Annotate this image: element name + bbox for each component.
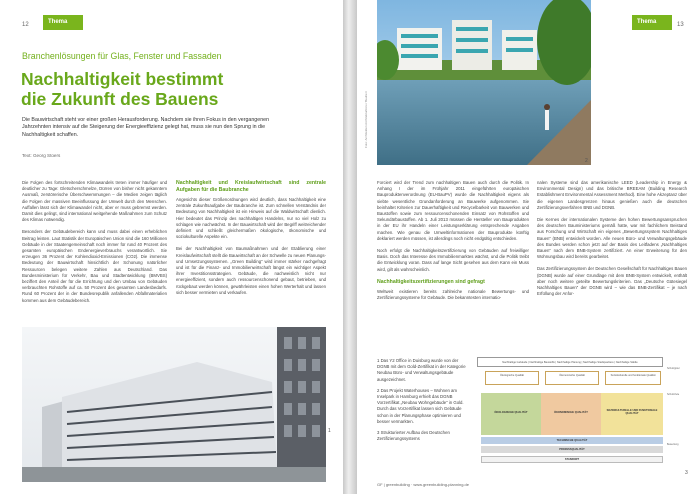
certification-diagram: [475, 355, 693, 480]
subheading: Nachhaltigkeitszertifizierungen sind gefragt: [377, 278, 485, 285]
diagram-top-bar: Nachhaltige Gebäude | Nachhaltige Baustoffe | Nachhaltige Planung | Nachhaltige Stadtquartiere | Nachhaltige Städte: [477, 357, 663, 367]
diagram-pillar-ecologic: ÖKOLOGISCHE QUALITÄT: [481, 393, 541, 435]
headline: [21, 69, 341, 109]
paragraph: Das Zertifizierungssystem der Deutschen Gesellschaft für Nachhaltiges Bauen (DGNB) wurde auf einer Grundlage mit dem BNB-System entwickelt, enthält aber noch weitere geteilte Bewertungskriterien. Das „Deutsche Gütesiegel Nachhaltiges Bauen“ der DGNB wird – wie das BNB-Zertifikat – je nach Erfüllung der Anfor-: [537, 266, 687, 297]
paragraph: Die Kernes der internationalen Systeme den hohen Bewertungsanspruchen des deutschen Bauministeriums gemäß hatte, war mit fachlichem Beistand aus Forschung und Wirtschaft ein eigenes „Bewertungssystem Nachhaltiges Bauen“ (BNB) entwickelt worden. Alle neuen Büro- und Verwaltungsgebäude des Bundes werden schon jetzt auf der Basis des Leitfadens „Nachhaltiges Bauen“ nach dem BNB-System zertifiziert. An einer Erweiterung für den Wohnungsbau wird bereits gearbeitet.: [537, 217, 687, 260]
paragraph: nalen Systeme sind das amerikanische LEED (Leadership in Energy & Environmental Design) und das britische BREEAM (Building Research Establishment Environmental Assessment Method). Eine hohe Akzeptanz über die eigenen Landesgrenzen hinaus genießen auch die deutschen Zertifizierungsverfahren BNB und DGNB.: [537, 180, 687, 210]
diagram-site-bar: STANDORT: [481, 456, 663, 463]
list-item: 2 Das Projekt Waterhouses – Wohnen am Inselpark in Hamburg erhielt das DGNB Vorzertifikat „Neubau Wohngebäude“ in Gold. Durch das Vorzertifikat lassen sich Gebäude schon in der Planungsphase optimieren und besser vermarkten.: [377, 387, 464, 424]
paragraph: Noch erfolgt die Nachhaltigkeitszertifizierung von Gebäuden auf freiwilliger Basis. Doch das Interesse des Immobilienmarktes wächst, und die Politik treibt die Entwicklung voran. Dass auf lange Sicht gesehen aus dem Kann ein Muss wird, gilt als wahrscheinlich.: [377, 248, 529, 272]
kicker: Branchenlösungen für Glas, Fenster und Fassaden: [22, 51, 222, 61]
diagram-box-economic: Ökonomische Qualität: [545, 371, 599, 385]
list-item: 1 Das Y2 Office in Duisburg wurde von der DGNB mit dem Gold-Zertifikat in der Kategorie Neubau Büro- und Verwaltungsgebäude ausgezeichnet.: [377, 358, 466, 382]
paragraph: Angesichts dieser Größenordnungen wird deutlich, dass Nachhaltigkeit eine zentrale Zukunftsaufgabe der Baubranche ist. Zum schnellen Verständnis der Bedeutung von Nachhaltigkeit ist ein Hinweis auf die Waldwirtschaft dienlich. Hier bedeutet das Prinzip des nachhaltigen Handelns, nur so viel Holz zu schlagen wie nachwächst. In der Bauwirtschaft wird der Begriff weitreichender definiert und schließt gleichermaßen ökologische, ökonomische und soziokulturelle Aspekte ein.: [176, 197, 326, 240]
building-photo-1: [22, 327, 326, 482]
column-2: [176, 180, 326, 302]
image-caption-1: 1: [328, 428, 331, 434]
column-1: [22, 180, 167, 310]
paragraph: Bei der Nachhaltigkeit von Baumaßnahmen und der Etablierung einer Kreislaufwirtschaft stellt die Bauwirtschaft an der Schwelle zu neuen Planungs- und Umsetzungssystemen. „Green Building“ wird immer stärker nachgefragt und ist für die Finanz- und Immobilienwirtschaft längst ein wichtiger Aspekt ihrer Investitionsstrategien. Gebäude, die nachweislich nicht nur energieeffizient, sondern auch ressourcenschonend gebaut, betrieben, und rückgebaut werden können, gewährleisten einen hohen Werterhalt und lassen sich besser vermieten und verkaufen.: [176, 246, 326, 295]
paragraph: Forciert wird der Trend zum nachhaltigen Bauen auch durch die Politik. In Anhang I der im Frühjahr 2011 eingeführten europäischen Bauproduktenverordnung (EU-BauPV) wurde die Nachhaltigkeit eigens als siebte wesentliche Grundanforderung an Bauwerke aufgenommen. Sie beinhaltet Kriterien zur Dauerhaftigkeit und Recycelbarkeit von Bauwerken und Baustoffen sowie zum ressourcenschonenden Einsatz von Rohstoffen und Sekundärbaustoffen. Ab 1. Juli 2013 müssen die Hersteller von Bauprodukten in der EU ihr Handeln einer Leistungserklärung entsprechende Angaben machen. Wie genau die Umweltinformationen der Bauprodukte künftig deklariert werden müssen, ist allerdings noch nicht endgültig entschieden.: [377, 180, 529, 241]
diagram-caption-number: 3: [685, 470, 688, 476]
left-page: [0, 0, 343, 494]
book-gutter: [343, 0, 357, 494]
caption-list: [377, 358, 469, 447]
paragraph: Weltweit existieren bereits zahlreiche nationale Bewertungs- und Zertifizierungssysteme für Gebäude. Die bekanntesten internatio-: [377, 288, 529, 301]
page-footer: GF | greenbuilding · www.greenbuilding-planning.de: [377, 482, 469, 487]
paragraph: Die Folgen des fortschreitenden Klimawandels treten immer häufiger und deutlicher zu Tage: Gletscherschmelze, Dürren von bisher nicht gekanntem Ausmaß, zerstörerische Überschwemmungen – die Medien zeigen täglich die Folgen der massiven Beeinflussung der Umwelt durch den Menschen. Auffallen lässt sich der Klimawandel nicht, aber er muss gebremst werden. Damit dies gelingt, sind international weitgehende Maßnahmen zum Schutz des Klimas notwendig.: [22, 180, 167, 223]
building-photo-2: [377, 0, 591, 165]
headline-line-1: Nachhaltigkeit bestimmt: [21, 69, 224, 89]
image-credit: Foto: Architekten Architekturbüro / Bauherr: [364, 91, 368, 148]
page-number-right: 13: [677, 22, 684, 28]
page-number-left: 12: [22, 22, 29, 28]
column-3: [377, 180, 529, 307]
section-tab-left: Thema: [43, 15, 83, 30]
list-item: 3 Strukturierter Aufbau des Deutschen Zertifizierungssystems: [377, 430, 450, 442]
diagram-box-ecologic: Ökologische Qualität: [485, 371, 539, 385]
diagram-process-bar: PROZESSQUALITÄT: [481, 446, 663, 453]
byline: Text: Georg Stoers: [22, 153, 61, 158]
paragraph: Besonders der Gebäudebereich kann und muss dabei einen erheblichen Beitrag leisten. Laut Statistik der Europäischen Union sind die 160 Millionen Gebäude in der Staatengemeinschaft noch immer für rund 40 Prozent des gesamten europäischen Endenergieverbrauchs verantwortlich. Sie erzeugen 36 Prozent der Kohlendioxid-Emissionen (CO2). Die immense Bedeutung der Bauwirtschaft hinsichtlich der Schonung natürlicher Ressourcen belegen weitere Zahlen aus Deutschland. Das Bundesministerium für Verkehr, Bau und Stadtentwicklung (BMVBS) beziffert den Anteil der für die Errichtung und den Umbau von Gebäuden verbrauchten Rohstoffe auf ca. 50 Prozent des gesamten Landesbedarfs. Rund 60 Prozent der in der Bundesrepublik anfallenden Abfallmaterialien kommen aus dem Gebäudebereich.: [22, 229, 167, 303]
diagram-label-mid: Schutzziele: [667, 393, 680, 396]
diagram-label-bottom: Bewertung: [667, 443, 679, 446]
section-tab-right: Thema: [632, 15, 672, 30]
intro-paragraph: Die Bauwirtschaft steht vor einer großen Herausforderung. Nachdem sie ihren Fokus in den vergangenen Jahrzehnten intensiv auf die Steigerung der Energieeffizienz gelegt hat, muss sie nun den Sprung in die Nachhaltigkeit schaffen.: [22, 117, 270, 138]
headline-line-2: die Zukunft des Bauens: [21, 89, 219, 109]
diagram-box-sociocultural: Soziokulturelle und funktionale Qualität: [605, 371, 661, 385]
image-caption-2: 2: [585, 158, 588, 164]
diagram-label-top: Schutzgüter: [667, 367, 680, 370]
right-page: [357, 0, 700, 494]
diagram-tech-bar: TECHNISCHE QUALITÄT: [481, 437, 663, 444]
subheading: Nachhaltigkeit und Kreislaufwirtschaft sind zentrale Aufgaben für die Baubranche: [176, 180, 326, 193]
column-4: [537, 180, 687, 303]
diagram-pillar-economic: ÖKONOMISCHE QUALITÄT: [541, 393, 601, 435]
diagram-pillar-sociocultural: SOZIOKULTURELLE UND FUNKTIONALE QUALITÄT: [601, 393, 663, 435]
